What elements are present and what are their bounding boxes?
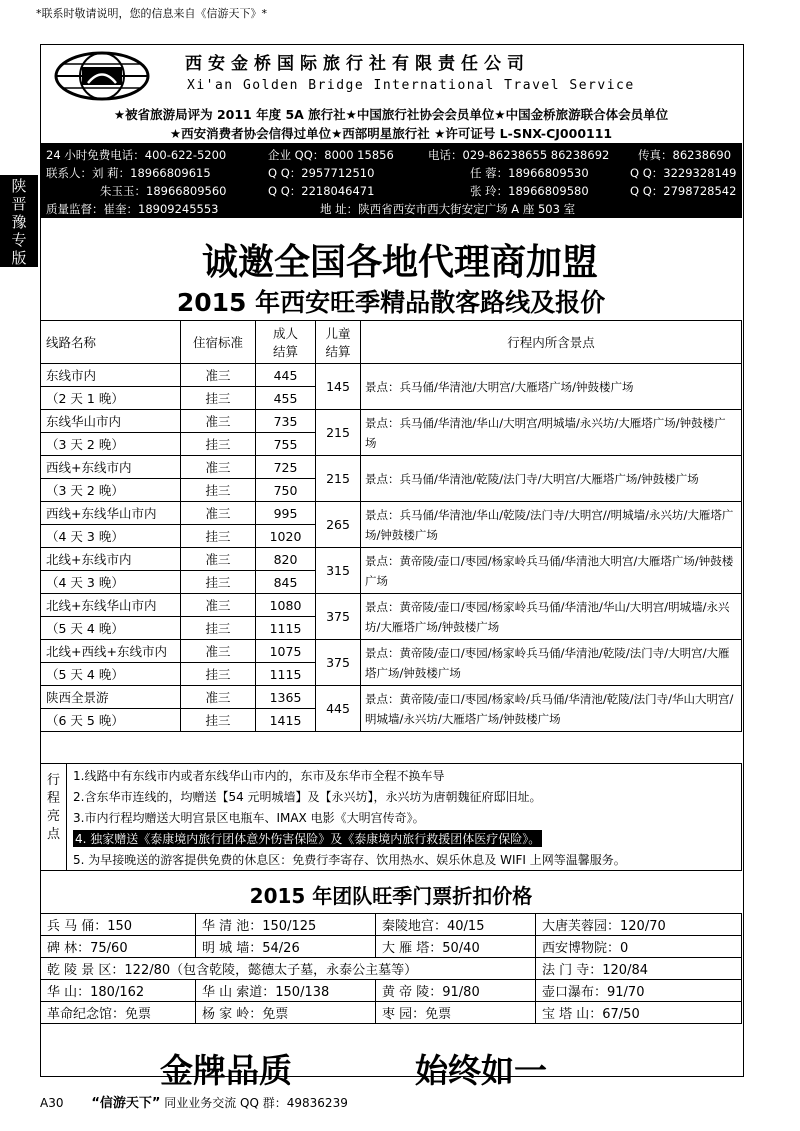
route-child-price: 265 [316,502,361,548]
route-spots: 景点：兵马俑/华清池/乾陵/法门寺/大明宫/大雁塔广场/钟鼓楼广场 [361,456,742,502]
route-adult-price: 1115 [256,663,316,686]
route-row [41,640,742,663]
ticket-row [41,958,742,980]
ticket-cell: 壶口瀑布：91/70 [536,980,742,1002]
ticket-cell: 乾 陵 景 区：122/80（包含乾陵，懿德太子墓，永泰公主墓等） [41,958,536,980]
fax: 传真：86238690 [638,148,732,162]
route-duration: （6 天 5 晚） [41,709,181,732]
ticket-cell: 华 山：180/162 [41,980,196,1002]
route-stay-standard: 挂三 [181,433,256,456]
side-tab-char: 晋 [11,195,27,213]
contact-person-3: 朱玉玉：18966809560 [100,184,227,198]
contact-person-2-qq: Q Q：3229328149 [630,166,737,180]
route-name: 北线+西线+东线市内 [41,640,181,663]
route-duration: （4 天 3 晚） [41,571,181,594]
highlights-label [41,764,67,870]
contact-person-1-qq: Q Q：2957712510 [268,166,375,180]
office-phone: 电话：029-86238655 86238692 [428,148,610,162]
route-name: 西线+东线市内 [41,456,181,479]
route-name: 北线+东线华山市内 [41,594,181,617]
ticket-cell: 枣 园：免票 [376,1002,536,1024]
header-spots: 行程内所含景点 [361,321,742,364]
highlights-label-char: 点 [46,827,60,842]
hotline: 24 小时免费电话：400-622-5200 [46,148,227,162]
ticket-cell: 法 门 寺：120/84 [536,958,742,980]
highlight-item: 3.市内行程均赠送大明宫景区电瓶车、IMAX 电影《大明宫传奇》。 [73,811,425,825]
route-spots: 景点：兵马俑/华清池/华山/乾陵/法门寺/大明宫//明城墙/永兴坊/大雁塔广场/钟鼓楼广场 [361,502,742,548]
route-name: 东线市内 [41,364,181,387]
quality-supervisor: 质量监督：崔奎：18909245553 [46,202,219,216]
route-spots: 景点：黄帝陵/壶口/枣园/杨家岭兵马俑/华清池/乾陵/法门寺/大明宫/大雁塔广场/钟鼓楼广场 [361,640,742,686]
route-adult-price: 755 [256,433,316,456]
ticket-cell: 大 雁 塔：50/40 [376,936,536,958]
route-child-price: 375 [316,640,361,686]
route-stay-standard: 挂三 [181,525,256,548]
honors-line-2: ★西安消费者协会信得过单位★西部明星旅行社 ★许可证号 L-SNX-CJ000111 [169,126,613,141]
route-stay-standard: 挂三 [181,479,256,502]
route-table-header [41,321,742,364]
page-number: A30 [40,1096,64,1110]
highlights-label-char: 程 [46,791,60,806]
highlight-item: 2.含东华市连线的，均赠送【54 元明城墙】及【永兴坊】，永兴坊为唐朝魏征府邸旧址。 [73,790,542,804]
footer-qq-group: 同业业务交流 QQ 群：49836239 [164,1096,348,1110]
ticket-row [41,936,742,958]
route-adult-price: 1020 [256,525,316,548]
side-tab-char: 版 [11,249,27,267]
route-adult-price: 455 [256,387,316,410]
header-adult: 成人 结算 [256,321,316,364]
route-adult-price: 750 [256,479,316,502]
route-adult-price: 845 [256,571,316,594]
route-duration: （4 天 3 晚） [41,525,181,548]
top-note: *联系时敬请说明，您的信息来自《信游天下》* [36,7,267,20]
ticket-row [41,980,742,1002]
route-stay-standard: 挂三 [181,571,256,594]
route-stay-standard: 准三 [181,640,256,663]
route-stay-standard: 准三 [181,594,256,617]
ticket-cell: 黄 帝 陵：91/80 [376,980,536,1002]
header-child: 儿童 结算 [316,321,361,364]
route-spots: 景点：黄帝陵/壶口/枣园/杨家岭/兵马俑/华清池/乾陵/法门寺/华山大明宫/明城墙/永兴坊/大雁塔广场/钟鼓楼广场 [361,686,742,732]
ticket-cell: 宝 塔 山：67/50 [536,1002,742,1024]
route-child-price: 145 [316,364,361,410]
side-tab-char: 专 [11,231,27,249]
globe-logo-icon [52,50,152,102]
route-adult-price: 820 [256,548,316,571]
highlights-label-char: 行 [46,773,60,788]
route-name: 陕西全景游 [41,686,181,709]
route-duration: （3 天 2 晚） [41,479,181,502]
route-row [41,686,742,709]
contact-block [40,143,742,218]
route-child-price: 215 [316,410,361,456]
ticket-cell: 杨 家 岭：免票 [196,1002,376,1024]
ticket-cell: 西安博物院：0 [536,936,742,958]
ticket-cell: 碑 林：75/60 [41,936,196,958]
ticket-cell: 华 山 索道：150/138 [196,980,376,1002]
route-row [41,456,742,479]
ticket-cell: 兵 马 俑：150 [41,914,196,936]
route-stay-standard: 准三 [181,364,256,387]
route-stay-standard: 准三 [181,410,256,433]
contact-person-4: 张 玲：18966809580 [470,184,589,198]
highlights-label-char: 亮 [46,809,60,824]
route-stay-standard: 挂三 [181,387,256,410]
route-adult-price: 725 [256,456,316,479]
ticket-cell: 秦陵地宫：40/15 [376,914,536,936]
route-price-table [40,320,742,732]
contact-person-4-qq: Q Q：2798728542 [630,184,737,198]
route-adult-price: 735 [256,410,316,433]
route-child-price: 315 [316,548,361,594]
ticket-cell: 华 清 池：150/125 [196,914,376,936]
route-duration: （5 天 4 晚） [41,663,181,686]
page-footer [40,1092,348,1111]
route-adult-price: 995 [256,502,316,525]
ticket-price-table [40,913,742,1024]
route-row [41,594,742,617]
route-name: 北线+东线市内 [41,548,181,571]
side-tab-char: 陕 [11,177,27,195]
route-adult-price: 1075 [256,640,316,663]
ticket-table-title: 2015 年团队旺季门票折扣价格 [249,884,533,908]
contact-person-2: 任 蓉：18966809530 [470,166,589,180]
route-duration: （3 天 2 晚） [41,433,181,456]
route-spots: 景点：黄帝陵/壶口/枣园/杨家岭兵马俑/华清池大明宫/大雁塔广场/钟鼓楼广场 [361,548,742,594]
header-stay: 住宿标准 [181,321,256,364]
slogan-right: 始终如一 [415,1051,547,1090]
contact-person-3-qq: Q Q：2218046471 [268,184,375,198]
ticket-cell: 大唐芙蓉园：120/70 [536,914,742,936]
company-name-en: Xi'an Golden Bridge International Travel Service [187,78,635,93]
route-stay-standard: 准三 [181,548,256,571]
route-adult-price: 1115 [256,617,316,640]
contact-person-1: 联系人：刘 莉：18966809615 [46,166,211,180]
route-adult-price: 1415 [256,709,316,732]
route-stay-standard: 准三 [181,686,256,709]
itinerary-highlights [40,763,742,871]
office-address: 地 址：陕西省西安市西大街安定广场 A 座 503 室 [320,202,576,216]
honors-line-1: ★被省旅游局评为 2011 年度 5A 旅行社★中国旅行社协会会员单位★中国金桥旅游联合体会员单位 [113,107,669,122]
route-stay-standard: 准三 [181,456,256,479]
route-spots: 景点：兵马俑/华清池/华山/大明宫/明城墙/永兴坊/大雁塔广场/钟鼓楼广场 [361,410,742,456]
route-stay-standard: 准三 [181,502,256,525]
route-stay-standard: 挂三 [181,663,256,686]
route-child-price: 375 [316,594,361,640]
highlight-item-emphasized: 4. 独家赠送《泰康境内旅行团体意外伤害保险》及《泰康境内旅行救援团体医疗保险》。 [75,832,541,846]
ticket-cell: 明 城 墙：54/26 [196,936,376,958]
route-name: 西线+东线华山市内 [41,502,181,525]
enterprise-qq: 企业 QQ：8000 15856 [268,148,394,162]
highlight-item: 5. 为早接晚送的游客提供免费的休息区：免费行李寄存、饮用热水、娱乐休息及 WIFI 上网等温馨服务。 [73,853,626,867]
footer-brand: “信游天下” [91,1096,161,1111]
route-duration: （2 天 1 晚） [41,387,181,410]
company-name-cn: 西安金桥国际旅行社有限责任公司 [185,54,530,74]
slogan-left: 金牌品质 [160,1051,292,1090]
header-route-name: 线路名称 [41,321,181,364]
route-duration: （5 天 4 晚） [41,617,181,640]
side-tab-char: 豫 [11,213,27,231]
ticket-cell: 革命纪念馆：免票 [41,1002,196,1024]
route-name: 东线华山市内 [41,410,181,433]
highlight-item: 1.线路中有东线市内或者东线华山市内的，东市及东华市全程不换车导 [73,769,445,783]
route-row [41,364,742,387]
route-adult-price: 1365 [256,686,316,709]
agent-invitation-headline: 诚邀全国各地代理商加盟 [201,241,598,283]
route-table-title: 2015 年西安旺季精品散客路线及报价 [176,288,606,317]
route-child-price: 215 [316,456,361,502]
route-row [41,410,742,433]
route-adult-price: 445 [256,364,316,387]
route-adult-price: 1080 [256,594,316,617]
route-spots: 景点：黄帝陵/壶口/枣园/杨家岭兵马俑/华清池/华山/大明宫/明城墙/永兴坊/大雁塔广场/钟鼓楼广场 [361,594,742,640]
route-spots: 景点：兵马俑/华清池/大明宫/大雁塔广场/钟鼓楼广场 [361,364,742,410]
route-stay-standard: 挂三 [181,617,256,640]
route-row [41,502,742,525]
route-stay-standard: 挂三 [181,709,256,732]
route-child-price: 445 [316,686,361,732]
ticket-row [41,1002,742,1024]
ticket-row [41,914,742,936]
route-row [41,548,742,571]
